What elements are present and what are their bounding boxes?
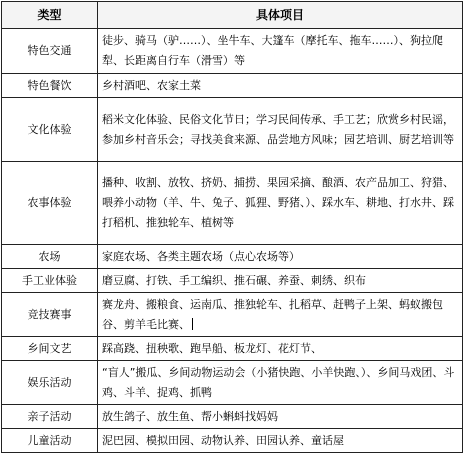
row-type-cell: 乡间文艺 — [2, 337, 98, 361]
activity-table — [1, 1, 463, 453]
row-items-cell: 放生鸽子、放生鱼、帮小蝌蚪找妈妈 — [98, 405, 463, 429]
header-type: 类型 — [2, 2, 98, 29]
table-row — [2, 405, 463, 429]
row-type-cell: 文化体验 — [2, 98, 98, 162]
row-items-cell: 磨豆腐、打铁、手工编织、推石碾、养蚕、刺绣、织布 — [98, 269, 463, 293]
text-cursor — [192, 318, 193, 330]
row-type-cell: 娱乐活动 — [2, 361, 98, 405]
table-row — [2, 361, 463, 405]
row-items-cell: 家庭农场、各类主题农场（点心农场等） — [98, 245, 463, 269]
header-items: 具体项目 — [98, 2, 463, 29]
row-type-cell: 儿童活动 — [2, 429, 98, 453]
row-type-cell: 农事体验 — [2, 162, 98, 245]
row-items-cell: “盲人”搬瓜、乡间动物运动会（小猪快跑、小羊快跑、）、乡间马戏团、斗鸡、斗羊、捉鸡、抓鸭 — [98, 361, 463, 405]
table-row — [2, 29, 463, 74]
table-row — [2, 245, 463, 269]
table-row — [2, 429, 463, 453]
row-items-cell: 泥巴园、模拟田园、动物认养、田园认养、童话屋 — [98, 429, 463, 453]
table-row — [2, 269, 463, 293]
table-row — [2, 337, 463, 361]
row-type-cell: 特色餐饮 — [2, 74, 98, 98]
row-items-cell: 徒步、骑马（驴……）、坐牛车、大篷车（摩托车、拖车……）、狗拉爬犁、长距离自行车（滑雪）等 — [98, 29, 463, 74]
row-type-cell: 农场 — [2, 245, 98, 269]
row-items-cell: 稻米文化体验、民俗文化节日；学习民间传承、手工艺；欣赏乡村民谣，参加乡村音乐会；寻找美食来源、品尝地方风味；园艺培训、厨艺培训等 — [98, 98, 463, 162]
table-row — [2, 293, 463, 337]
table-row — [2, 162, 463, 245]
row-type-cell: 手工业体验 — [2, 269, 98, 293]
table-row — [2, 98, 463, 162]
row-items-text: 赛龙舟、搬粮食、运南瓜、推独轮车、扎稻草、赶鸭子上架、蚂蚁搬包谷、剪羊毛比赛、 — [102, 297, 443, 331]
table-row — [2, 74, 463, 98]
row-items-cell: 播种、收割、放牧、挤奶、捕捞、果园采摘、酿酒、农产品加工、狩猎、喂养小动物（羊、牛、兔子、狐狸、野猪、）、踩水车、耕地、打水井、踩打稻机、推独轮车、植树等 — [98, 162, 463, 245]
row-items-cell — [98, 293, 463, 337]
table-header-row — [2, 2, 463, 29]
row-type-cell: 特色交通 — [2, 29, 98, 74]
row-items-cell: 踩高跷、扭秧歌、跑旱船、板龙灯、花灯节、 — [98, 337, 463, 361]
row-items-cell: 乡村酒吧、农家土菜 — [98, 74, 463, 98]
row-type-cell: 亲子活动 — [2, 405, 98, 429]
row-type-cell: 竞技赛事 — [2, 293, 98, 337]
